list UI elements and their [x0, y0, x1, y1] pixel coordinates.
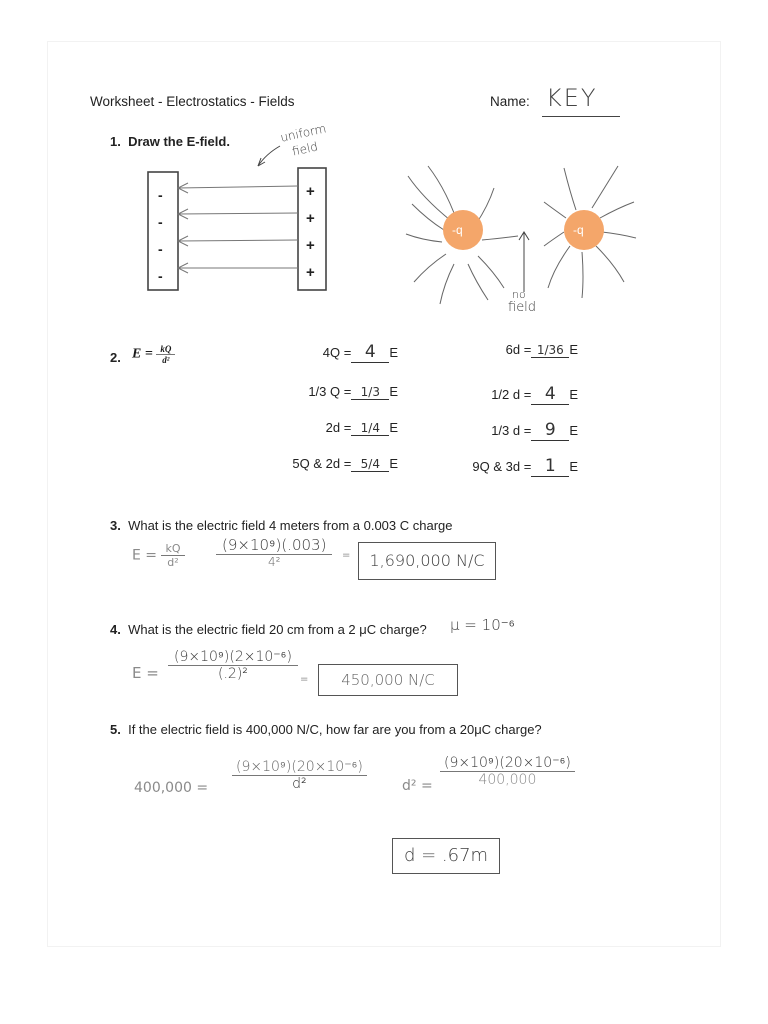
q4-micro-note: μ = 10⁻⁶ [450, 616, 515, 634]
q2-item-third-d: 1/3 d = 9 E [491, 420, 578, 440]
left-charge [443, 210, 483, 250]
no-field-note-line1: no [512, 288, 526, 301]
q4-equals-sign: = [300, 674, 309, 685]
q5-work1-lhs: 400,000 = [134, 780, 209, 796]
q5-work1-fraction: $\frac{\text{(9×10⁹)(20×10⁻⁶)}}{\text{d²}}$ [232, 758, 367, 792]
q5-work2-fraction: $\frac{\text{(9×10⁹)(20×10⁻⁶)}}{400,000}$ [440, 754, 575, 788]
left-plate-signs: - - - - [158, 187, 163, 284]
left-charge-label: -q [452, 223, 463, 237]
q4-e-label: E = [132, 664, 159, 682]
q2-number: 2. [110, 350, 121, 365]
uniform-note-line2: field [290, 139, 320, 159]
q3-equals-sign: = [342, 550, 351, 561]
worksheet-page [48, 42, 720, 946]
right-charge [564, 210, 604, 250]
right-plate-signs: + + + + [306, 183, 315, 281]
q1-prompt: 1. Draw the E-field. [110, 134, 230, 149]
q3-answer-box: 1,690,000 N/C [358, 542, 496, 580]
q2-item-4q: 4Q = 4 E [322, 342, 398, 362]
name-value: KEY [546, 84, 598, 112]
q5-prompt: 5. If the electric field is 400,000 N/C, how far are you from a 20μC charge? [110, 722, 542, 737]
q5-work2-lhs: d² = [402, 778, 433, 794]
q3-prompt: 3. What is the electric field 4 meters from a 0.003 C charge [110, 518, 453, 533]
uniform-note-line1: uniform [279, 121, 328, 145]
q5-answer-box: d = .67m [392, 838, 500, 874]
q1-diagram [48, 42, 720, 342]
q2-item-half-d: 1/2 d = 4 E [491, 384, 578, 404]
q2-item-9q-3d: 9Q & 3d = 1 E [472, 456, 578, 476]
q4-substitution: $\frac{\text{(9×10⁹)(2×10⁻⁶)}}{\text{(.2)²}}$ [168, 648, 298, 682]
q4-prompt: 4. What is the electric field 20 cm from a 2 μC charge? [110, 622, 427, 637]
no-field-note-line2: field [508, 300, 537, 315]
right-charge-label: -q [573, 223, 584, 237]
q2-item-2d: 2d = 1/4 E [325, 420, 398, 435]
q2-item-5q-2d: 5Q & 2d = 5/4 E [292, 456, 398, 471]
worksheet-title: Worksheet - Electrostatics - Fields [90, 94, 295, 109]
q2-item-third-q: 1/3 Q = 1/3 E [308, 384, 398, 399]
q3-substitution: $\frac{\text{(9×10⁹)(.003)}}{\text{4²}}$ [216, 536, 332, 569]
q2-item-6d: 6d = 1/36 E [505, 342, 578, 357]
q3-formula: E = $\frac{kQ}{\text{d²}}$ [132, 542, 185, 569]
q2-formula: E = $\frac{kQ}{\text{d²}}$ [132, 344, 175, 365]
q4-answer-box: 450,000 N/C [318, 664, 458, 696]
name-label: Name: [490, 94, 530, 109]
